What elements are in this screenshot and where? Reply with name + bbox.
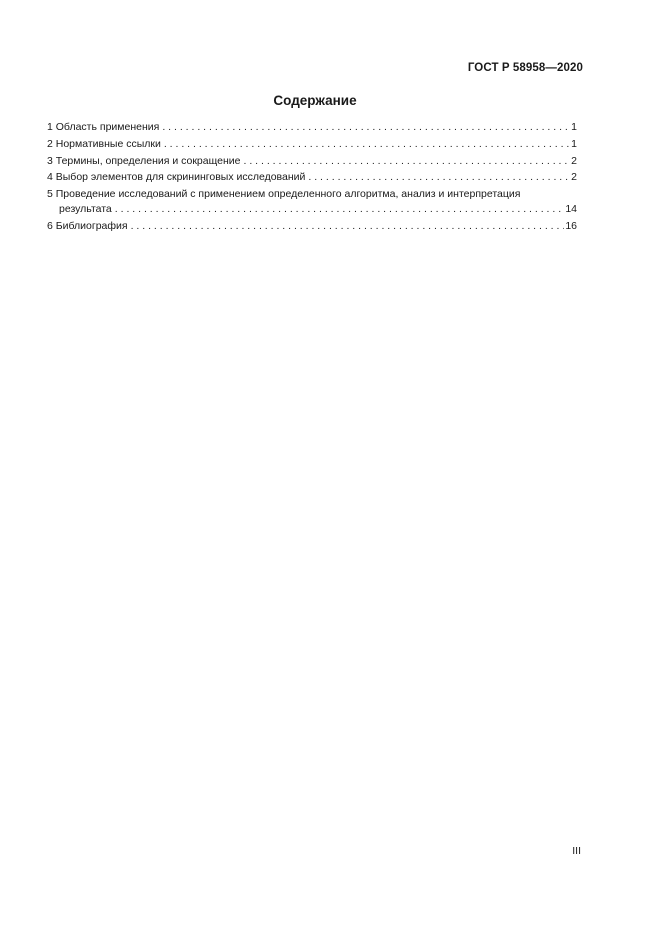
toc-entry-scope[interactable] [47, 120, 577, 135]
toc-entry-label: 3 Термины, определения и сокращение [47, 154, 241, 167]
toc-leader-dots [308, 170, 570, 185]
toc-entry-research-conduct[interactable] [47, 187, 577, 217]
toc-leader-dots [115, 202, 565, 217]
toc-entry-continuation [47, 202, 577, 217]
toc-entry-page: 1 [571, 121, 577, 133]
toc-entry-label: 1 Область применения [47, 121, 160, 133]
toc-leader-dots [243, 154, 570, 169]
page-number: III [572, 845, 581, 857]
toc-entry-page: 2 [571, 154, 577, 167]
toc-entry-bibliography[interactable] [47, 219, 577, 234]
toc-entry-normative-references[interactable] [47, 137, 577, 152]
toc-entry-page: 16 [565, 220, 577, 233]
toc-entry-label: 4 Выбор элементов для скрининговых исследований [47, 171, 306, 184]
toc-leader-dots [164, 137, 570, 152]
toc-entry-label-continued: результата [59, 203, 112, 216]
toc-entry-label: 6 Библиография [47, 220, 128, 233]
toc-entry-page: 2 [571, 171, 577, 184]
toc-entry-page: 14 [565, 203, 577, 216]
toc-entry-page: 1 [571, 137, 577, 150]
table-of-contents [47, 120, 577, 236]
toc-leader-dots [131, 219, 565, 234]
toc-entry-label: 5 Проведение исследований с применением определенного алгоритма, анализ и интерпретация [47, 188, 521, 201]
toc-entry-label: 2 Нормативные ссылки [47, 137, 161, 150]
toc-title: Содержание [273, 93, 357, 108]
toc-entry-element-selection[interactable] [47, 170, 577, 185]
document-code: ГОСТ Р 58958—2020 [467, 62, 583, 74]
toc-leader-dots [162, 120, 570, 135]
toc-entry-terms[interactable] [47, 154, 577, 169]
